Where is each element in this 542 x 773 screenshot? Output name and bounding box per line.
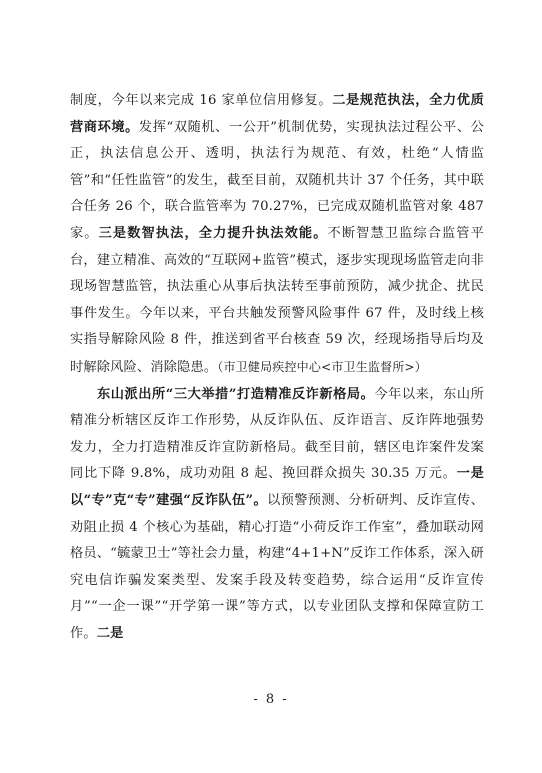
source-attribution: （市卫健局疾控中心<市卫生监督所>） bbox=[217, 359, 427, 374]
section-heading-smart-enforcement: 三是数智执法，全力提升执法效能。 bbox=[98, 225, 328, 241]
document-body bbox=[70, 88, 484, 647]
paragraph-text: 以预警预测、分析研判、反诈宣传、劝阻止损 4 个核心为基础，精心打造“小荷反诈工作室”，叠加联动网格员、“毓蒙卫士”等社会力量，构建“4+1+N”反诈工作体系，深入研究电信诈骗发案类型、发案手段及转变趋势，综合运用“反诈宣传月”“一企一课”“开学第一课”等方式，以专业团队支撑和保障宣防工作。 bbox=[70, 492, 484, 641]
page-number: - 8 - bbox=[253, 692, 289, 707]
section-heading-anti-fraud-team: 一是以“专”克“专”建强“反诈队伍”。 bbox=[70, 466, 485, 508]
paragraph-anti-fraud bbox=[70, 382, 484, 648]
paragraph-text: 不断智慧卫监综合监管平台，建立精准、高效的“互联网+监管”模式，逐步实现现场监管走向非现场智慧监管，执法重心从事后执法转至事前预防，减少扰企、扰民事件发生。今年以来，平台共触发预警风险事件 67 件，及时线上核实指导解除风险 8 件，推送到省平台核查 59 次，经现场指导后均及时解除风险、消除隐患。 bbox=[70, 225, 485, 375]
paragraph-text: 发挥“双随机、一公开”机制优势，实现执法过程公平、公正，执法信息公开、透明，执法行为规范、有效，杜绝“人情监管”和“任性监管”的发生，截至目前，双随机共计 37 个任务，其中联合任务 26 个，联合监管率为 70.27%，已完成双随机监管对象 487 家。 bbox=[70, 119, 484, 241]
paragraph-text: 制度，今年以来完成 16 家单位信用修复。 bbox=[70, 93, 333, 108]
paragraph-text: 今年以来，东山所精准分析辖区反诈工作形势，从反诈队伍、反诈语言、反诈阵地强势发力，全力打造精准反诈宣防新格局。截至目前，辖区电诈案件发案同比下降 9.8%，成功劝阻 8 起、挽回群众损失 30.35 万元。 bbox=[70, 386, 484, 482]
section-heading-second: 二是 bbox=[96, 625, 124, 641]
paragraph-law-enforcement bbox=[70, 88, 484, 382]
section-heading-dongshan-police: 东山派出所“三大举措”打造精准反诈新格局。 bbox=[97, 386, 375, 402]
section-heading-standardized-enforcement: 二是规范执法，全力优质营商环境。 bbox=[70, 93, 484, 135]
